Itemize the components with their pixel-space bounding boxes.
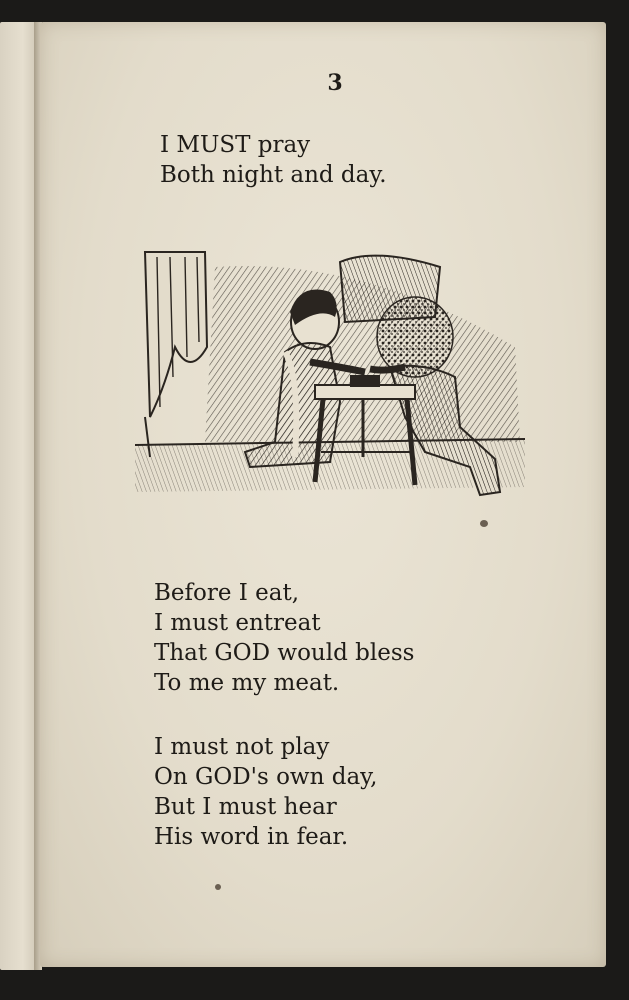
book-page <box>40 22 606 967</box>
verse-line: I must not play <box>154 734 330 760</box>
verse-line: I MUST pray <box>160 132 311 158</box>
ink-spot <box>215 884 221 890</box>
verse-3 <box>154 732 377 852</box>
verse-line: That GOD would bless <box>154 640 415 666</box>
woodcut-two-children-praying-at-table-icon <box>135 227 525 502</box>
verse-line: On GOD's own day, <box>154 764 378 790</box>
verse-line: Both night and day. <box>160 162 387 188</box>
page-number: 3 <box>327 70 343 96</box>
verse-line: His word in fear. <box>154 824 349 850</box>
verse-2 <box>154 578 414 698</box>
verse-line: I must entreat <box>154 610 321 636</box>
verse-line: But I must hear <box>154 794 337 820</box>
previous-page-edge <box>0 22 38 970</box>
verse-1 <box>160 130 387 190</box>
ink-spot <box>480 520 488 527</box>
verse-line: To me my meat. <box>154 670 340 696</box>
verse-line: Before I eat, <box>154 580 300 606</box>
